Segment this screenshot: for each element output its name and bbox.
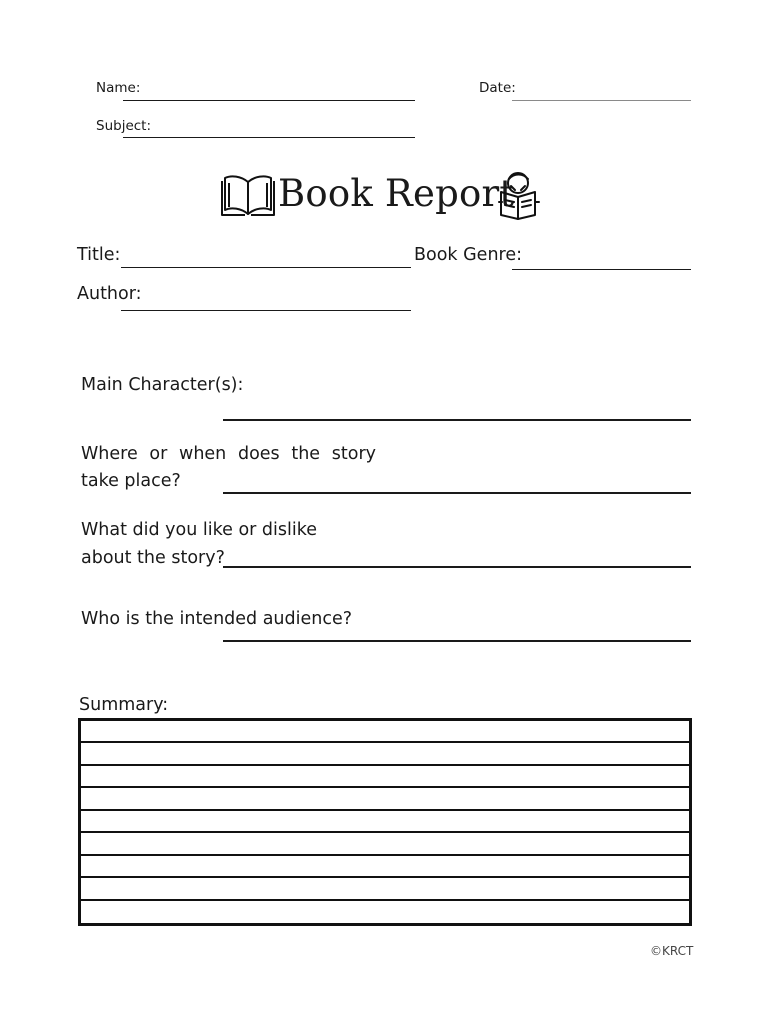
summary-line[interactable]	[81, 878, 689, 900]
author-field[interactable]	[121, 310, 411, 311]
setting-field[interactable]	[223, 492, 691, 494]
characters-field[interactable]	[223, 419, 691, 421]
title-label: Title:	[77, 245, 121, 265]
genre-label: Book Genre:	[414, 245, 523, 265]
author-label: Author:	[77, 284, 142, 304]
summary-label: Summary:	[79, 695, 169, 715]
summary-line[interactable]	[81, 901, 689, 923]
characters-label: Main Character(s):	[81, 375, 244, 395]
summary-line[interactable]	[81, 856, 689, 878]
page-title: Book Report	[278, 172, 515, 215]
date-field[interactable]	[512, 100, 691, 101]
audience-field[interactable]	[223, 640, 691, 642]
genre-field[interactable]	[512, 269, 691, 270]
summary-line[interactable]	[81, 833, 689, 855]
summary-line[interactable]	[81, 721, 689, 743]
title-field[interactable]	[121, 267, 411, 268]
summary-line[interactable]	[81, 811, 689, 833]
opinion-field[interactable]	[223, 566, 691, 568]
open-book-icon	[219, 170, 277, 220]
opinion-question-line1: What did you like or dislike	[81, 520, 318, 540]
setting-question-line2: take place?	[81, 471, 181, 491]
summary-line[interactable]	[81, 788, 689, 810]
subject-label: Subject:	[96, 118, 152, 134]
name-field[interactable]	[123, 100, 415, 101]
name-label: Name:	[96, 80, 141, 96]
summary-box[interactable]	[78, 718, 692, 926]
summary-line[interactable]	[81, 766, 689, 788]
summary-line[interactable]	[81, 743, 689, 765]
audience-label: Who is the intended audience?	[81, 609, 353, 629]
subject-field[interactable]	[123, 137, 415, 138]
opinion-question-line2: about the story?	[81, 548, 225, 568]
setting-question-line1: Where or when does the story	[81, 444, 376, 464]
child-reading-icon	[497, 170, 541, 220]
copyright: ©KRCT	[650, 944, 694, 958]
date-label: Date:	[479, 80, 516, 96]
